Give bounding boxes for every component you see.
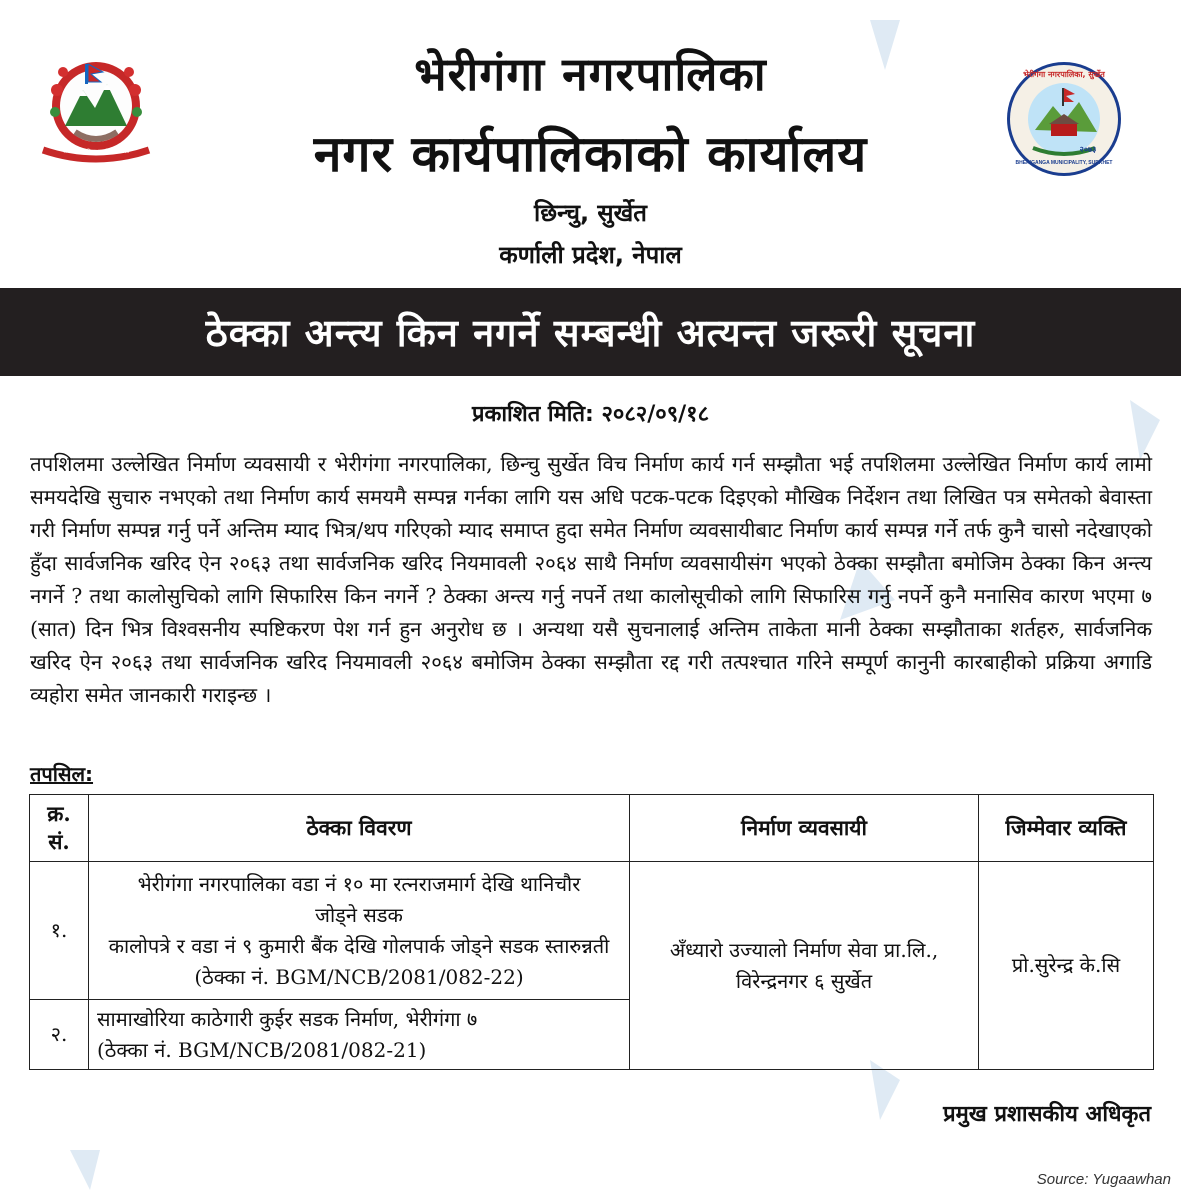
row-responsible: प्रो.सुरेन्द्र के.सि [979,862,1154,1070]
table-row [30,862,1154,1000]
row-sn: १. [30,862,89,1000]
contract-line: भेरीगंगा नगरपालिका वडा नं १० मा रत्नराजमार्ग देखि थानिचौर जोड्ने सडक [137,871,581,927]
notice-title: ठेक्का अन्त्य किन नगर्ने सम्बन्धी अत्यन्त जरूरी सूचना [205,311,976,355]
row-contract-details [89,862,630,1000]
table-header-row [30,795,1154,862]
header-contractor: निर्माण व्यवसायी [630,795,979,862]
header-contract: ठेक्का विवरण [89,795,630,862]
row-contract-details [89,1000,630,1070]
header-responsible: जिम्मेवार व्यक्ति [979,795,1154,862]
office-name: नगर कार्यपालिकाको कार्यालय [313,125,868,183]
address-line-2: कर्णाली प्रदेश, नेपाल [499,241,682,269]
contract-line: कालोपत्रे र वडा नं ९ कुमारी बैंक देखि गोलपार्क जोड्ने सडक स्तारुन्नती (ठेक्का नं. BGM/NCB/2081/082-22) [108,933,610,989]
signature-title: प्रमुख प्रशासकीय अधिकृत [943,1102,1151,1127]
seal-top-text: भेरीगंगा नगरपालिका, सुर्खेत [1023,70,1105,79]
source-credit: Source: Yugaawhan [1036,1171,1171,1188]
tapsil-label: तपसिल: [30,762,94,786]
notice-title-banner [0,288,1181,376]
contract-line: (ठेक्का नं. BGM/NCB/2081/082-21) [97,1037,427,1062]
municipality-name: भेरीगंगा नगरपालिका [414,47,767,101]
notice-body: तपशिलमा उल्लेखित निर्माण व्यवसायी र भेरीगंगा नगरपालिका, छिन्चु सुर्खेत विच निर्माण कार्य गर्न सम्झौता भई तपशिलमा उल्लेखित निर्माण कार्य लामो समयदेखि सुचारु नभएको तथा निर्माण कार्य समयमै सम्पन्न गर्नका लागि यस अधि पटक-पटक दिइएको मौखिक निर्देशन तथा लिखित पत्र समेतको बेवास्ता गरी निर्माण सम्पन्न गर्नु पर्ने अन्तिम म्याद भित्र/थप गरिएको म्याद समाप्त हुदा समेत निर्माण व्यवसायीबाट निर्माण कार्य सम्पन्न गर्ने तर्फ कुनै चासो नदेखाएको हुँदा सार्वजनिक खरिद ऐन २०६३ तथा सार्वजनिक खरिद नियमावली २०६४ साथै निर्माण व्यवसायीसंग भएको ठेक्का सम्झौता बमोजिम ठेक्का किन अन्त्य नगर्ने ? तथा कालोसुचिको लागि सिफारिस किन नगर्ने ? ठेक्का अन्त्य गर्नु नपर्ने तथा कालोसूचीको लागि सिफारिस गर्नु नपर्ने कुनै मनासिव कारण भएमा ७ (सात) दिन भित्र विश्वसनीय स्पष्टिकरण पेश गर्न हुन अनुरोध छ । अन्यथा यसै सुचनालाई अन्तिम ताकेता मानी ठेक्का सम्झौताका शर्तहरु, सार्वजनिक खरिद ऐन २०६३ तथा सार्वजनिक खरिद नियमावली २०६४ बमोजिम ठेक्का सम्झौता रद्द गरी तत्पश्चात गरिने सम्पूर्ण कानुनी कारबाहीको प्रक्रिया अगाडि व्यहोरा समेत जानकारी गराइन्छ । [30,452,1152,707]
row-contractor: अँध्यारो उज्यालो निर्माण सेवा प्रा.लि., विरेन्द्रनगर ६ सुर्खेत [630,862,979,1070]
published-date: प्रकाशित मिति: २०८२/०९/१८ [471,402,710,427]
seal-bottom-text: BHERIGANGA MUNICIPALITY, SURKHET [1015,160,1113,166]
header-sn: क्र. सं. [30,795,89,862]
seal-year: २०७३ [1079,145,1097,154]
contract-table [29,794,1154,1070]
row-sn: २. [30,1000,89,1070]
address-line-1: छिन्चु, सुर्खेत [534,199,647,227]
contract-line: सामाखोरिया काठेगारी कुईर सडक निर्माण, भेरीगंगा ७ [97,1006,478,1031]
emblem-motto: जननी जन्मभूमिश्च स्वर्गादपि गरीयसी [62,149,130,155]
